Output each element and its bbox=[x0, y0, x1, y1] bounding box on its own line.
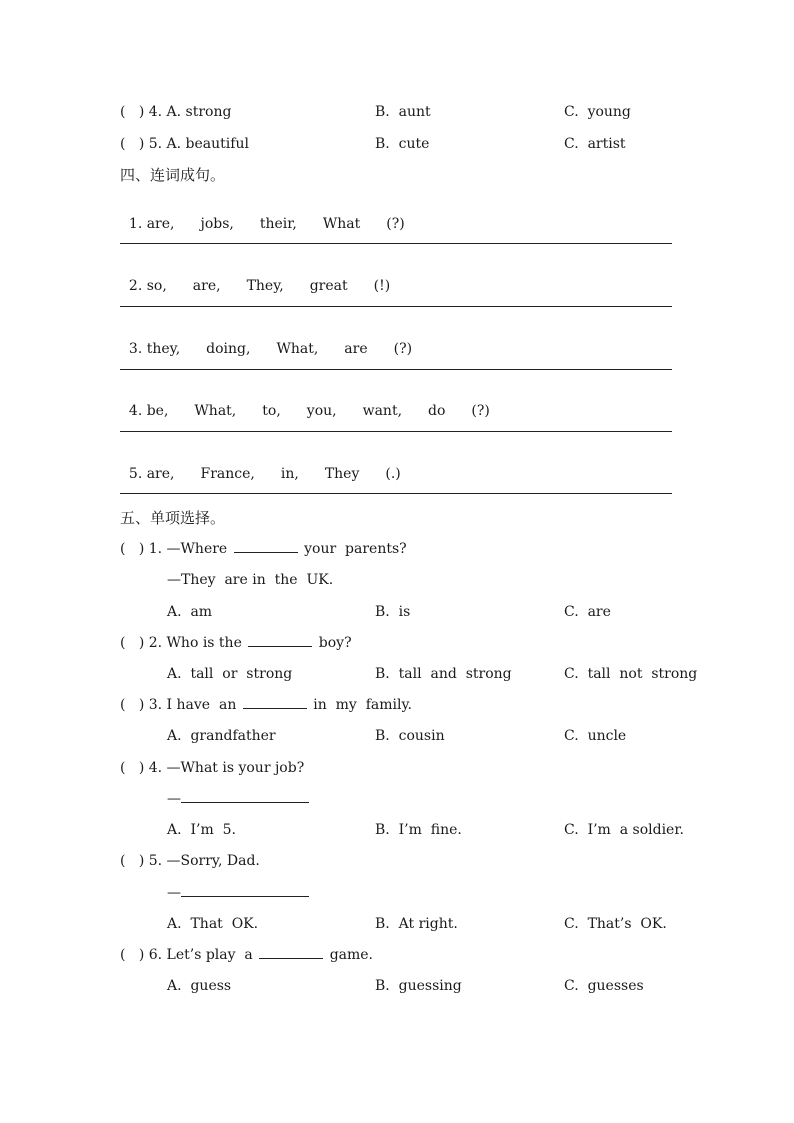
s4-item-5-word: France, bbox=[200, 466, 255, 482]
s5-q1-option-b: B. is bbox=[375, 604, 411, 620]
s5-q4-stem: ( ) 4. —What is your job? bbox=[120, 760, 305, 776]
s4-item-1-word: jobs, bbox=[200, 216, 234, 232]
s5-q6-prefix: ( ) 6. Let’s play a bbox=[120, 947, 253, 963]
s4-item-4-word: What, bbox=[194, 403, 237, 419]
section5-heading: 五、单项选择。 bbox=[120, 509, 226, 527]
s4-item-1-word: What bbox=[322, 216, 361, 232]
s5-q5-dash: — bbox=[167, 885, 181, 901]
s4-item-1-num: 1. are, bbox=[128, 216, 175, 232]
s5-q1-reply: —They are in the UK. bbox=[167, 572, 334, 588]
s5-q6-option-a: A. guess bbox=[167, 978, 232, 994]
s5-q6-option-b: B. guessing bbox=[375, 978, 462, 994]
s5-q4-blank[interactable] bbox=[181, 790, 309, 803]
s5-q2-option-c: C. tall not strong bbox=[564, 666, 698, 682]
s5-q1-suffix: your parents? bbox=[304, 541, 407, 557]
s5-q3-option-b: B. cousin bbox=[375, 728, 445, 744]
s5-q1-option-a: A. am bbox=[167, 604, 213, 620]
s4-item-4-word: (?) bbox=[471, 403, 490, 419]
s5-q2-option-b: B. tall and strong bbox=[375, 666, 512, 682]
s4-item-2-word: great bbox=[309, 278, 348, 294]
s5-q3-stem bbox=[120, 696, 412, 714]
s4-item-1-word: (?) bbox=[386, 216, 405, 232]
s4-item-1 bbox=[120, 197, 431, 233]
s5-q4-option-b: B. I’m fine. bbox=[375, 822, 462, 838]
s5-q3-option-a: A. grandfather bbox=[167, 728, 276, 744]
s4-item-4-word: you, bbox=[306, 403, 337, 419]
s5-q2-suffix: boy? bbox=[318, 635, 352, 651]
s4-item-4-word: to, bbox=[262, 403, 281, 419]
answer-line-3[interactable] bbox=[120, 369, 672, 370]
s4-item-5-word: (.) bbox=[385, 466, 401, 482]
answer-line-2[interactable] bbox=[120, 306, 672, 307]
s5-q5-answer bbox=[167, 884, 309, 902]
s4-item-5-word: They bbox=[324, 466, 360, 482]
s3-q4-option-c: C. young bbox=[564, 104, 631, 120]
s4-item-4-word: do bbox=[428, 403, 446, 419]
s5-q5-stem: ( ) 5. —Sorry, Dad. bbox=[120, 853, 260, 869]
s4-item-3-word: doing, bbox=[206, 341, 251, 357]
s4-item-2-num: 2. so, bbox=[128, 278, 167, 294]
s4-item-2 bbox=[120, 259, 416, 295]
s4-item-3-word: What, bbox=[276, 341, 319, 357]
s5-q4-dash: — bbox=[167, 791, 181, 807]
s4-item-5-num: 5. are, bbox=[128, 466, 175, 482]
s5-q3-option-c: C. uncle bbox=[564, 728, 627, 744]
s5-q1-stem bbox=[120, 540, 407, 558]
s4-item-2-word: (!) bbox=[373, 278, 391, 294]
s4-item-5 bbox=[120, 447, 427, 483]
s4-item-2-word: are, bbox=[192, 278, 221, 294]
s5-q5-option-a: A. That OK. bbox=[167, 916, 259, 932]
s5-q5-blank[interactable] bbox=[181, 884, 309, 897]
s5-q5-option-b: B. At right. bbox=[375, 916, 458, 932]
s5-q2-option-a: A. tall or strong bbox=[167, 666, 293, 682]
s5-q3-prefix: ( ) 3. I have an bbox=[120, 697, 237, 713]
answer-line-1[interactable] bbox=[120, 243, 672, 244]
s5-q6-blank[interactable] bbox=[259, 946, 323, 959]
s5-q4-option-a: A. I’m 5. bbox=[167, 822, 236, 838]
s5-q6-option-c: C. guesses bbox=[564, 978, 644, 994]
s4-item-3-word: are bbox=[344, 341, 368, 357]
s5-q5-option-c: C. That’s OK. bbox=[564, 916, 667, 932]
s3-q4-option-b: B. aunt bbox=[375, 104, 431, 120]
section4-heading: 四、连词成句。 bbox=[120, 166, 226, 184]
answer-line-5[interactable] bbox=[120, 493, 672, 494]
s4-item-1-word: their, bbox=[259, 216, 297, 232]
s3-q5-option-c: C. artist bbox=[564, 136, 626, 152]
s4-item-2-word: They, bbox=[246, 278, 284, 294]
s5-q4-option-c: C. I’m a soldier. bbox=[564, 822, 684, 838]
s5-q1-blank[interactable] bbox=[234, 540, 298, 553]
s5-q6-suffix: game. bbox=[329, 947, 374, 963]
s3-q5-stem: ( ) 5. A. beautiful bbox=[120, 136, 249, 152]
s3-q4-stem: ( ) 4. A. strong bbox=[120, 104, 232, 120]
s4-item-4-word: want, bbox=[362, 403, 403, 419]
s5-q2-stem bbox=[120, 634, 352, 652]
s5-q1-option-c: C. are bbox=[564, 604, 611, 620]
s4-item-3-word: (?) bbox=[393, 341, 413, 357]
answer-line-4[interactable] bbox=[120, 431, 672, 432]
s3-q5-option-b: B. cute bbox=[375, 136, 430, 152]
s4-item-3-num: 3. they, bbox=[128, 341, 181, 357]
s4-item-3 bbox=[120, 322, 438, 358]
s5-q1-prefix: ( ) 1. —Where bbox=[120, 541, 228, 557]
s4-item-4 bbox=[120, 384, 516, 420]
s5-q3-blank[interactable] bbox=[243, 696, 307, 709]
s5-q2-blank[interactable] bbox=[248, 634, 312, 647]
s5-q6-stem bbox=[120, 946, 373, 964]
s4-item-5-word: in, bbox=[280, 466, 299, 482]
s5-q2-prefix: ( ) 2. Who is the bbox=[120, 635, 242, 651]
s5-q3-suffix: in my family. bbox=[313, 697, 412, 713]
s4-item-4-num: 4. be, bbox=[128, 403, 169, 419]
s5-q4-answer bbox=[167, 790, 309, 808]
